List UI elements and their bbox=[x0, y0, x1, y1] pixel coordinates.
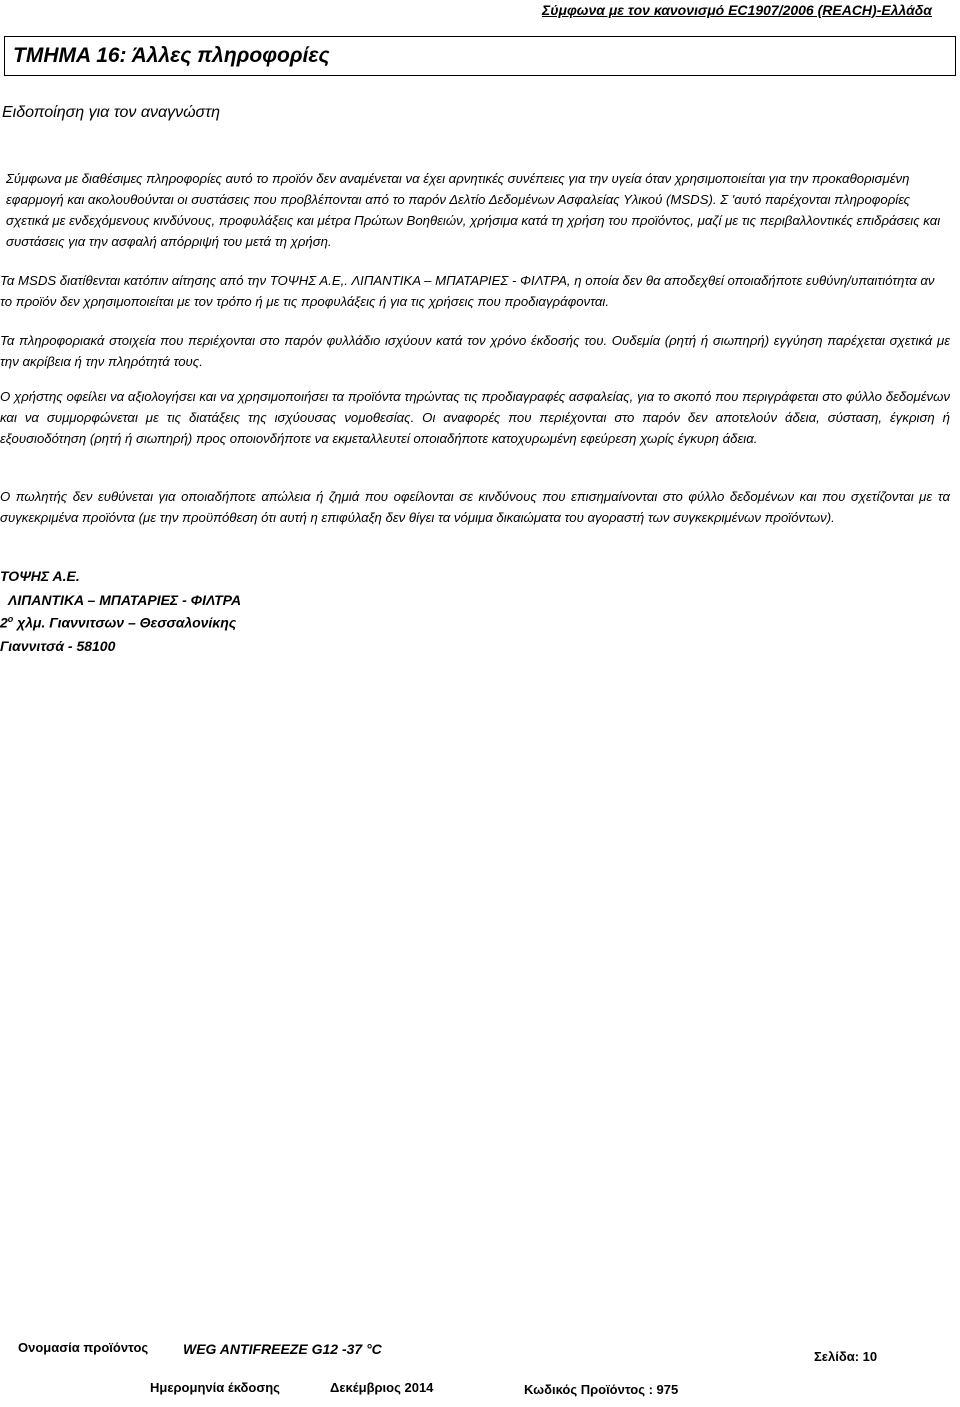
notice-paragraph-5: Ο πωλητής δεν ευθύνεται για οποιαδήποτε απώλεια ή ζημιά που οφείλονται σε κινδύνους που επισημαίνονται στο φύλλο δεδομένων και που σχετίζονται με τα συγκεκριμένα προϊόντα (με την προϋπόθεση ότι αυτή η επιφύλαξη δεν θίγει τα νόμιμα δικαιώματα του αγοραστή των συγκεκριμένων προϊόντων). bbox=[0, 489, 950, 525]
address-road bbox=[0, 614, 236, 631]
notice-paragraph-4: Ο χρήστης οφείλει να αξιολογήσει και να χρησιμοποιήσει τα προϊόντα τηρώντας τις προδιαγραφές ασφαλείας, για το σκοπό που περιγράφεται στο φύλλο δεδομένων και να συμμορφώνεται με τις διατάξεις της ισχύουσας νομοθεσίας. Οι αναφορές που περιέχονται στο παρόν δεν αποτελούν άδεια, σύσταση, έγκριση ή εξουσιοδότηση (ρητή ή σιωπηρή) προς οποιονδήποτε να εκμεταλλευτεί οποιαδήποτε κατοχυρωμένη εφεύρεση χωρίς έγκυρη άδεια. bbox=[0, 389, 950, 446]
address-km-number: 2 bbox=[0, 614, 8, 631]
footer-issue-date-label: Ημερομηνία έκδοσης bbox=[150, 1380, 280, 1395]
section-title: ΤΜΗΜΑ 16: Άλλες πληροφορίες bbox=[13, 44, 330, 67]
footer-page-number: Σελίδα: 10 bbox=[814, 1349, 878, 1364]
address-road-name: χλμ. Γιαννιτσων – Θεσσαλονίκης bbox=[13, 614, 237, 631]
footer-product-name-label: Ονομασία προϊόντος bbox=[18, 1340, 149, 1355]
footer-product-code: Κωδικός Προϊόντος : 975 bbox=[524, 1382, 679, 1397]
notice-paragraph-3: Τα πληροφοριακά στοιχεία που περιέχονται στο παρόν φυλλάδιο ισχύουν κατά τον χρόνο έκδοσής του. Ουδεμία (ρητή ή σιωπηρή) εγγύηση παρέχεται σχετικά με την ακρίβεια ή την πληρότητά τους. bbox=[0, 333, 950, 369]
address-division: ΛΙΠΑΝΤΙΚΑ – ΜΠΑΤΑΡΙΕΣ - ΦΙΛΤΡΑ bbox=[8, 592, 242, 608]
section-header-box bbox=[4, 36, 956, 76]
notice-paragraph-2: Τα MSDS διατίθενται κατόπιν αίτησης από την ΤΟΨΗΣ Α.Ε,. ΛΙΠΑΝΤΙΚΑ – ΜΠΑΤΑΡΙΕΣ - ΦΙΛΤΡΑ, η οποία δεν θα αποδεχθεί οποιαδήποτε ευθύνη/υπαιτιότητα αν το προϊόν δεν χρησιμοποιείται με τον τρόπο ή με τις προφυλάξεις ή για τις χρήσεις που προδιαγράφονται. bbox=[0, 273, 935, 309]
header-regulation: Σύμφωνα με τον κανονισμό EC1907/2006 (REACH)-Ελλάδα bbox=[541, 2, 932, 18]
address-company: ΤΟΨΗΣ Α.Ε. bbox=[0, 568, 80, 584]
notice-heading: Ειδοποίηση για τον αναγνώστη bbox=[2, 104, 221, 121]
address-km-superscript: ο bbox=[7, 614, 14, 624]
address-city: Γιαννιτσά - 58100 bbox=[0, 638, 116, 654]
footer-issue-date-value: Δεκέμβριος 2014 bbox=[330, 1380, 434, 1395]
notice-paragraph-1: Σύμφωνα με διαθέσιμες πληροφορίες αυτό το προϊόν δεν αναμένεται να έχει αρνητικές συνέπειες για την υγεία όταν χρησιμοποιείται για την προκαθορισμένη εφαρμογή και ακολουθούνται οι συστάσεις που προβλέπονται από το παρόν Δελτίο Δεδομένων Ασφαλείας Υλικού (MSDS). Σ 'αυτό παρέχονται πληροφορίες σχετικά με ενδεχόμενους κινδύνους, προφυλάξεις και μέτρα Πρώτων Βοηθειών, χρήσιμα κατά τη χρήση του προϊόντος, μαζί με τις περιβαλλοντικές επιδράσεις και συστάσεις για την ασφαλή απόρριψή του μετά τη χρήση. bbox=[6, 171, 941, 249]
footer-product-name-value: WEG ANTIFREEZE G12 -37 °C bbox=[183, 1341, 382, 1357]
